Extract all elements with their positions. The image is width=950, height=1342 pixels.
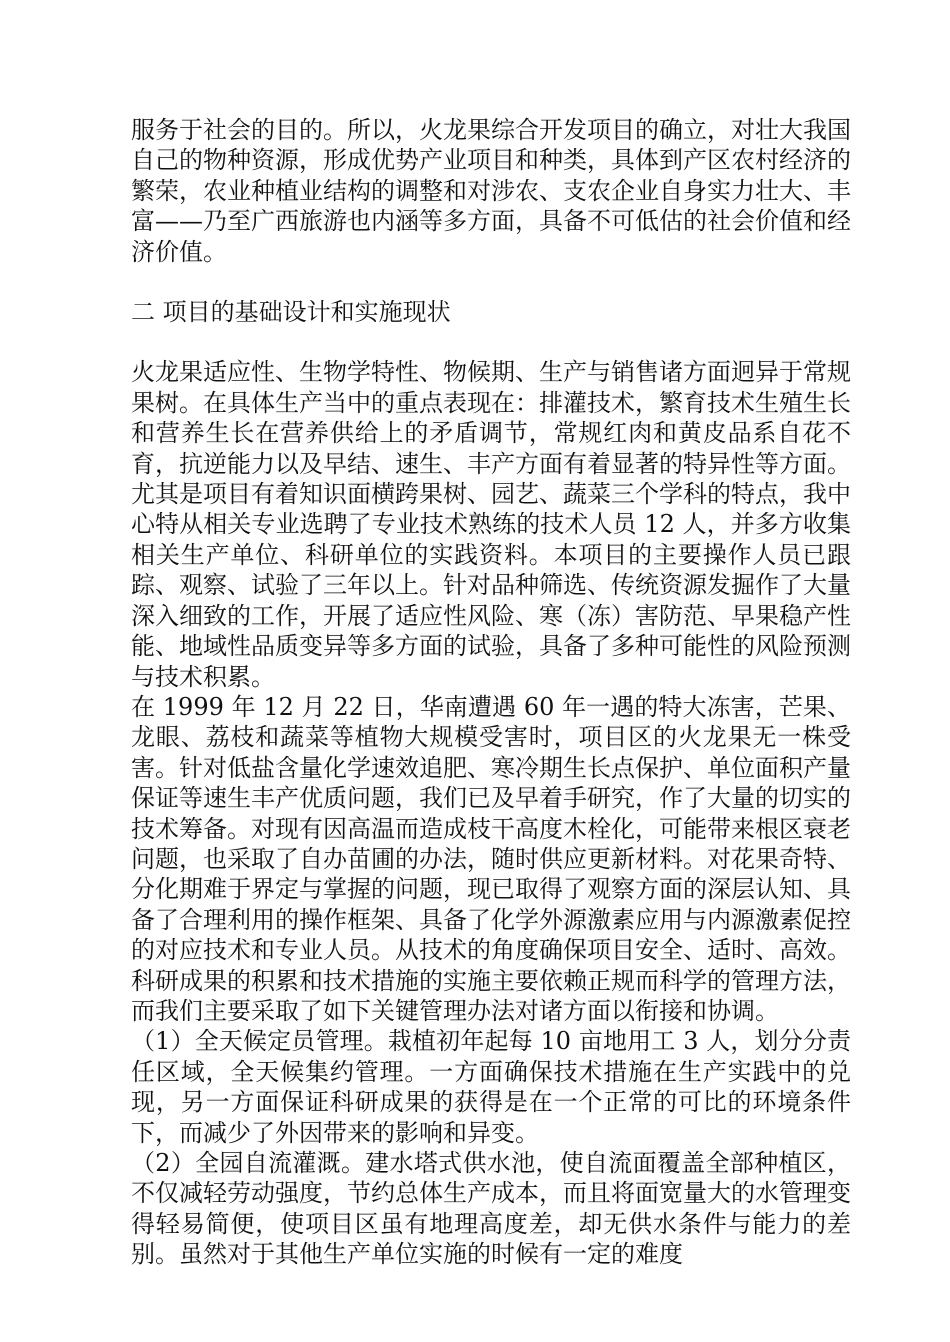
body-paragraph: （2）全园自流灌溉。建水塔式供水池，使自流面覆盖全部种植区，不仅减轻劳动强度，节约总体生产成本，而且将面宽量大的水管理变得轻易简便，使项目区虽有地理高度差，却无供水条件与能力的差别。虽然对于其他生产单位实施的时候有一定的难度 — [131, 1149, 851, 1269]
body-paragraph: 火龙果适应性、生物学特性、物候期、生产与销售诸方面迥异于常规果树。在具体生产当中的重点表现在：排灌技术，繁育技术生殖生长和营养生长在营养供给上的矛盾调节，常规红肉和黄皮品系自花不育，抗逆能力以及早结、速生、丰产方面有着显著的特异性等方面。 — [131, 358, 851, 478]
intro-paragraph: 服务于社会的目的。所以，火龙果综合开发项目的确立，对壮大我国自己的物种资源，形成优势产业项目和种类，具体到产区农村经济的繁荣，农业种植业结构的调整和对涉农、支农企业自身实力壮大、丰富——乃至广西旅游也内涵等多方面，具备不可低估的社会价值和经济价值。 — [131, 116, 851, 266]
body-paragraph: （1）全天候定员管理。栽植初年起每 10 亩地用工 3 人，划分分责任区域，全天候集约管理。一方面确保技术措施在生产实践中的兑现，另一方面保证科研成果的获得是在一个正常的可比的环境条件下，而减少了外因带来的影响和异变。 — [131, 1027, 851, 1147]
body-paragraph: 尤其是项目有着知识面横跨果树、园艺、蔬菜三个学科的特点，我中心特从相关专业选聘了专业技术熟练的技术人员 12 人，并多方收集相关生产单位、科研单位的实践资料。本项目的主要操作人员已跟踪、观察、试验了三年以上。针对品种筛选、传统资源发掘作了大量深入细致的工作，开展了适应性风险、寒（冻）害防范、早果稳产性能、地域性品质变异等多方面的试验，具备了多种可能性的风险预测与技术积累。 — [131, 480, 851, 691]
body-paragraph: 科研成果的积累和技术措施的实施主要依赖正规而科学的管理方法，而我们主要采取了如下关键管理办法对诸方面以衔接和协调。 — [131, 966, 851, 1025]
section-heading: 二 项目的基础设计和实施现状 — [131, 298, 451, 327]
body-paragraph: 在 1999 年 12 月 22 日，华南遭遇 60 年一遇的特大冻害，芒果、龙眼、荔枝和蔬菜等植物大规模受害时，项目区的火龙果无一株受害。针对低盐含量化学速效追肥、寒冷期生长点保护、单位面积产量保证等速生丰产优质问题，我们已及早着手研究，作了大量的切实的技术筹备。对现有因高温而造成枝干高度木栓化，可能带来根区衰老问题，也采取了自办苗圃的办法，随时供应更新材料。对花果奇特、分化期难于界定与掌握的问题，现已取得了观察方面的深层认知、具备了合理利用的操作框架、具备了化学外源激素应用与内源激素促控的对应技术和专业人员。从技术的角度确保项目安全、适时、高效。 — [131, 692, 851, 965]
document-page — [131, 115, 851, 1270]
